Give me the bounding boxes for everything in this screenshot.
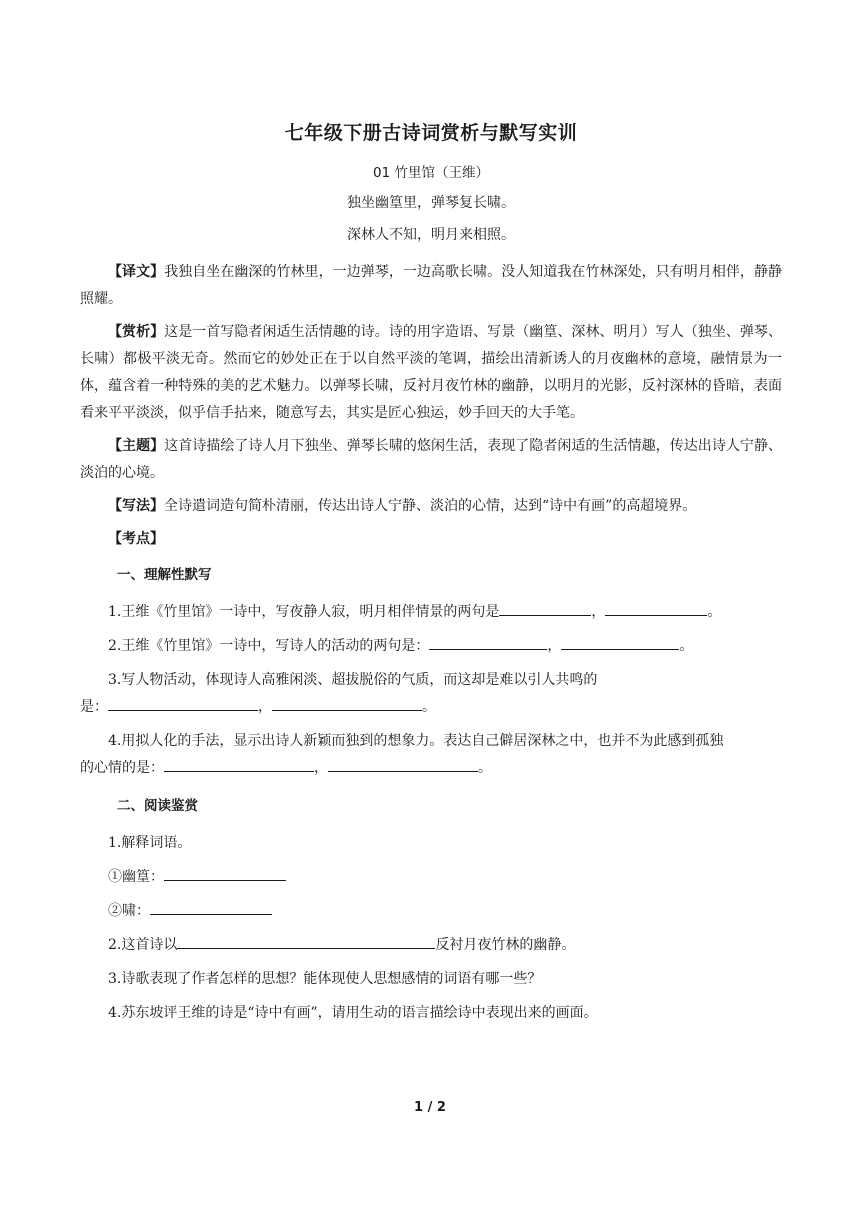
exam-points-paragraph — [80, 526, 782, 553]
reading-q1b-label: ②啸： — [108, 903, 150, 919]
dictation-question-3-cont — [80, 694, 782, 721]
translation-tag: 【译文】 — [108, 264, 165, 280]
section-heading-reading: 二、阅读鉴赏 — [117, 798, 198, 814]
section-heading-dictation: 一、理解性默写 — [117, 567, 212, 583]
dictation-q1-text: 1.王维《竹里馆》一诗中，写夜静人寂，明月相伴情景的两句是 — [108, 604, 500, 620]
punct-period: 。 — [679, 638, 694, 654]
appreciation-paragraph — [80, 319, 782, 427]
punct-comma: ， — [591, 604, 606, 620]
punct-comma: ， — [547, 638, 562, 654]
appreciation-tag: 【赏析】 — [108, 324, 165, 340]
answer-blank[interactable] — [561, 635, 679, 650]
answer-blank[interactable] — [272, 696, 422, 711]
theme-tag: 【主题】 — [108, 438, 165, 454]
technique-text: 全诗遣词造句简朴清丽，传达出诗人宁静、淡泊的心情，达到“诗中有画”的高超境界。 — [164, 498, 697, 514]
page-number: 1 / 2 — [414, 1100, 446, 1115]
dictation-q2-text: 2.王维《竹里馆》一诗中，写诗人的活动的两句是： — [108, 638, 430, 654]
technique-paragraph — [80, 493, 782, 520]
answer-blank[interactable] — [499, 601, 591, 616]
document-page — [80, 118, 782, 1034]
punct-period: 。 — [422, 699, 436, 715]
answer-blank[interactable] — [164, 757, 314, 772]
reading-question-1b — [80, 898, 782, 925]
appreciation-text: 这是一首写隐者闲适生活情趣的诗。诗的用字造语、写景（幽篁、深林、明月）写人（独坐、弹琴、长啸）都极平淡无奇。然而它的妙处正在于以自然平淡的笔调，描绘出清新诱人的月夜幽林的意境，融情景为一体，蕴含着一种特殊的美的艺术魅力。以弹琴长啸，反衬月夜竹林的幽静，以明月的光影，反衬深林的昏暗，表面看来平平淡淡，似乎信手拈来，随意写去，其实是匠心独运，妙手回天的大手笔。 — [80, 324, 782, 421]
dictation-q4-text: 4.用拟人化的手法，显示出诗人新颖而独到的想象力。表达自己僻居深林之中，也并不为此感到孤独 — [108, 733, 724, 749]
dictation-question-4-cont — [80, 755, 782, 782]
reading-q1a-label: ①幽篁： — [108, 869, 164, 885]
translation-paragraph — [80, 259, 782, 313]
dictation-question-1 — [80, 599, 782, 626]
technique-tag: 【写法】 — [108, 498, 164, 514]
punct-comma: ， — [314, 760, 328, 776]
theme-paragraph — [80, 433, 782, 487]
theme-text: 这首诗描绘了诗人月下独坐、弹琴长啸的悠闲生活，表现了隐者闲适的生活情趣，传达出诗人宁静、淡泊的心境。 — [80, 438, 782, 481]
reading-question-1: 1.解释词语。 — [108, 835, 192, 851]
reading-question-4: 4.苏东坡评王维的诗是“诗中有画”，请用生动的语言描绘诗中表现出来的画面。 — [108, 1005, 598, 1021]
poem-title: 01 竹里馆（王维） — [373, 165, 489, 181]
dictation-q3-cont: 是： — [80, 699, 108, 715]
punct-period: 。 — [707, 604, 722, 620]
answer-blank[interactable] — [108, 696, 258, 711]
answer-blank[interactable] — [328, 757, 478, 772]
poem-line-1: 独坐幽篁里，弹琴复长啸。 — [347, 195, 515, 211]
punct-period: 。 — [478, 760, 492, 776]
answer-blank[interactable] — [164, 866, 286, 881]
reading-q2-post: 反衬月夜竹林的幽静。 — [435, 937, 576, 953]
dictation-question-3 — [80, 667, 782, 694]
answer-blank[interactable] — [429, 635, 547, 650]
punct-comma: ， — [258, 699, 272, 715]
answer-blank[interactable] — [177, 934, 435, 949]
translation-text: 我独自坐在幽深的竹林里，一边弹琴，一边高歌长啸。没人知道我在竹林深处，只有明月相伴，静静照耀。 — [80, 264, 782, 307]
reading-question-1a — [80, 864, 782, 891]
dictation-q4-cont: 的心情的是： — [80, 760, 164, 776]
dictation-question-2 — [80, 633, 782, 660]
reading-question-3: 3.诗歌表现了作者怎样的思想？能体现使人思想感情的词语有哪一些？ — [108, 971, 542, 987]
answer-blank[interactable] — [150, 900, 272, 915]
answer-blank[interactable] — [605, 601, 707, 616]
poem-line-2: 深林人不知，明月来相照。 — [347, 227, 515, 243]
reading-q2-pre: 2.这首诗以 — [108, 937, 178, 953]
exam-points-tag: 【考点】 — [108, 531, 164, 547]
reading-question-2 — [80, 932, 782, 959]
dictation-q3-text: 3.写人物活动，体现诗人高雅闲淡、超拔脱俗的气质，而这却是难以引人共鸣的 — [108, 672, 598, 688]
dictation-question-4 — [80, 728, 782, 755]
document-title: 七年级下册古诗词赏析与默写实训 — [284, 122, 578, 144]
